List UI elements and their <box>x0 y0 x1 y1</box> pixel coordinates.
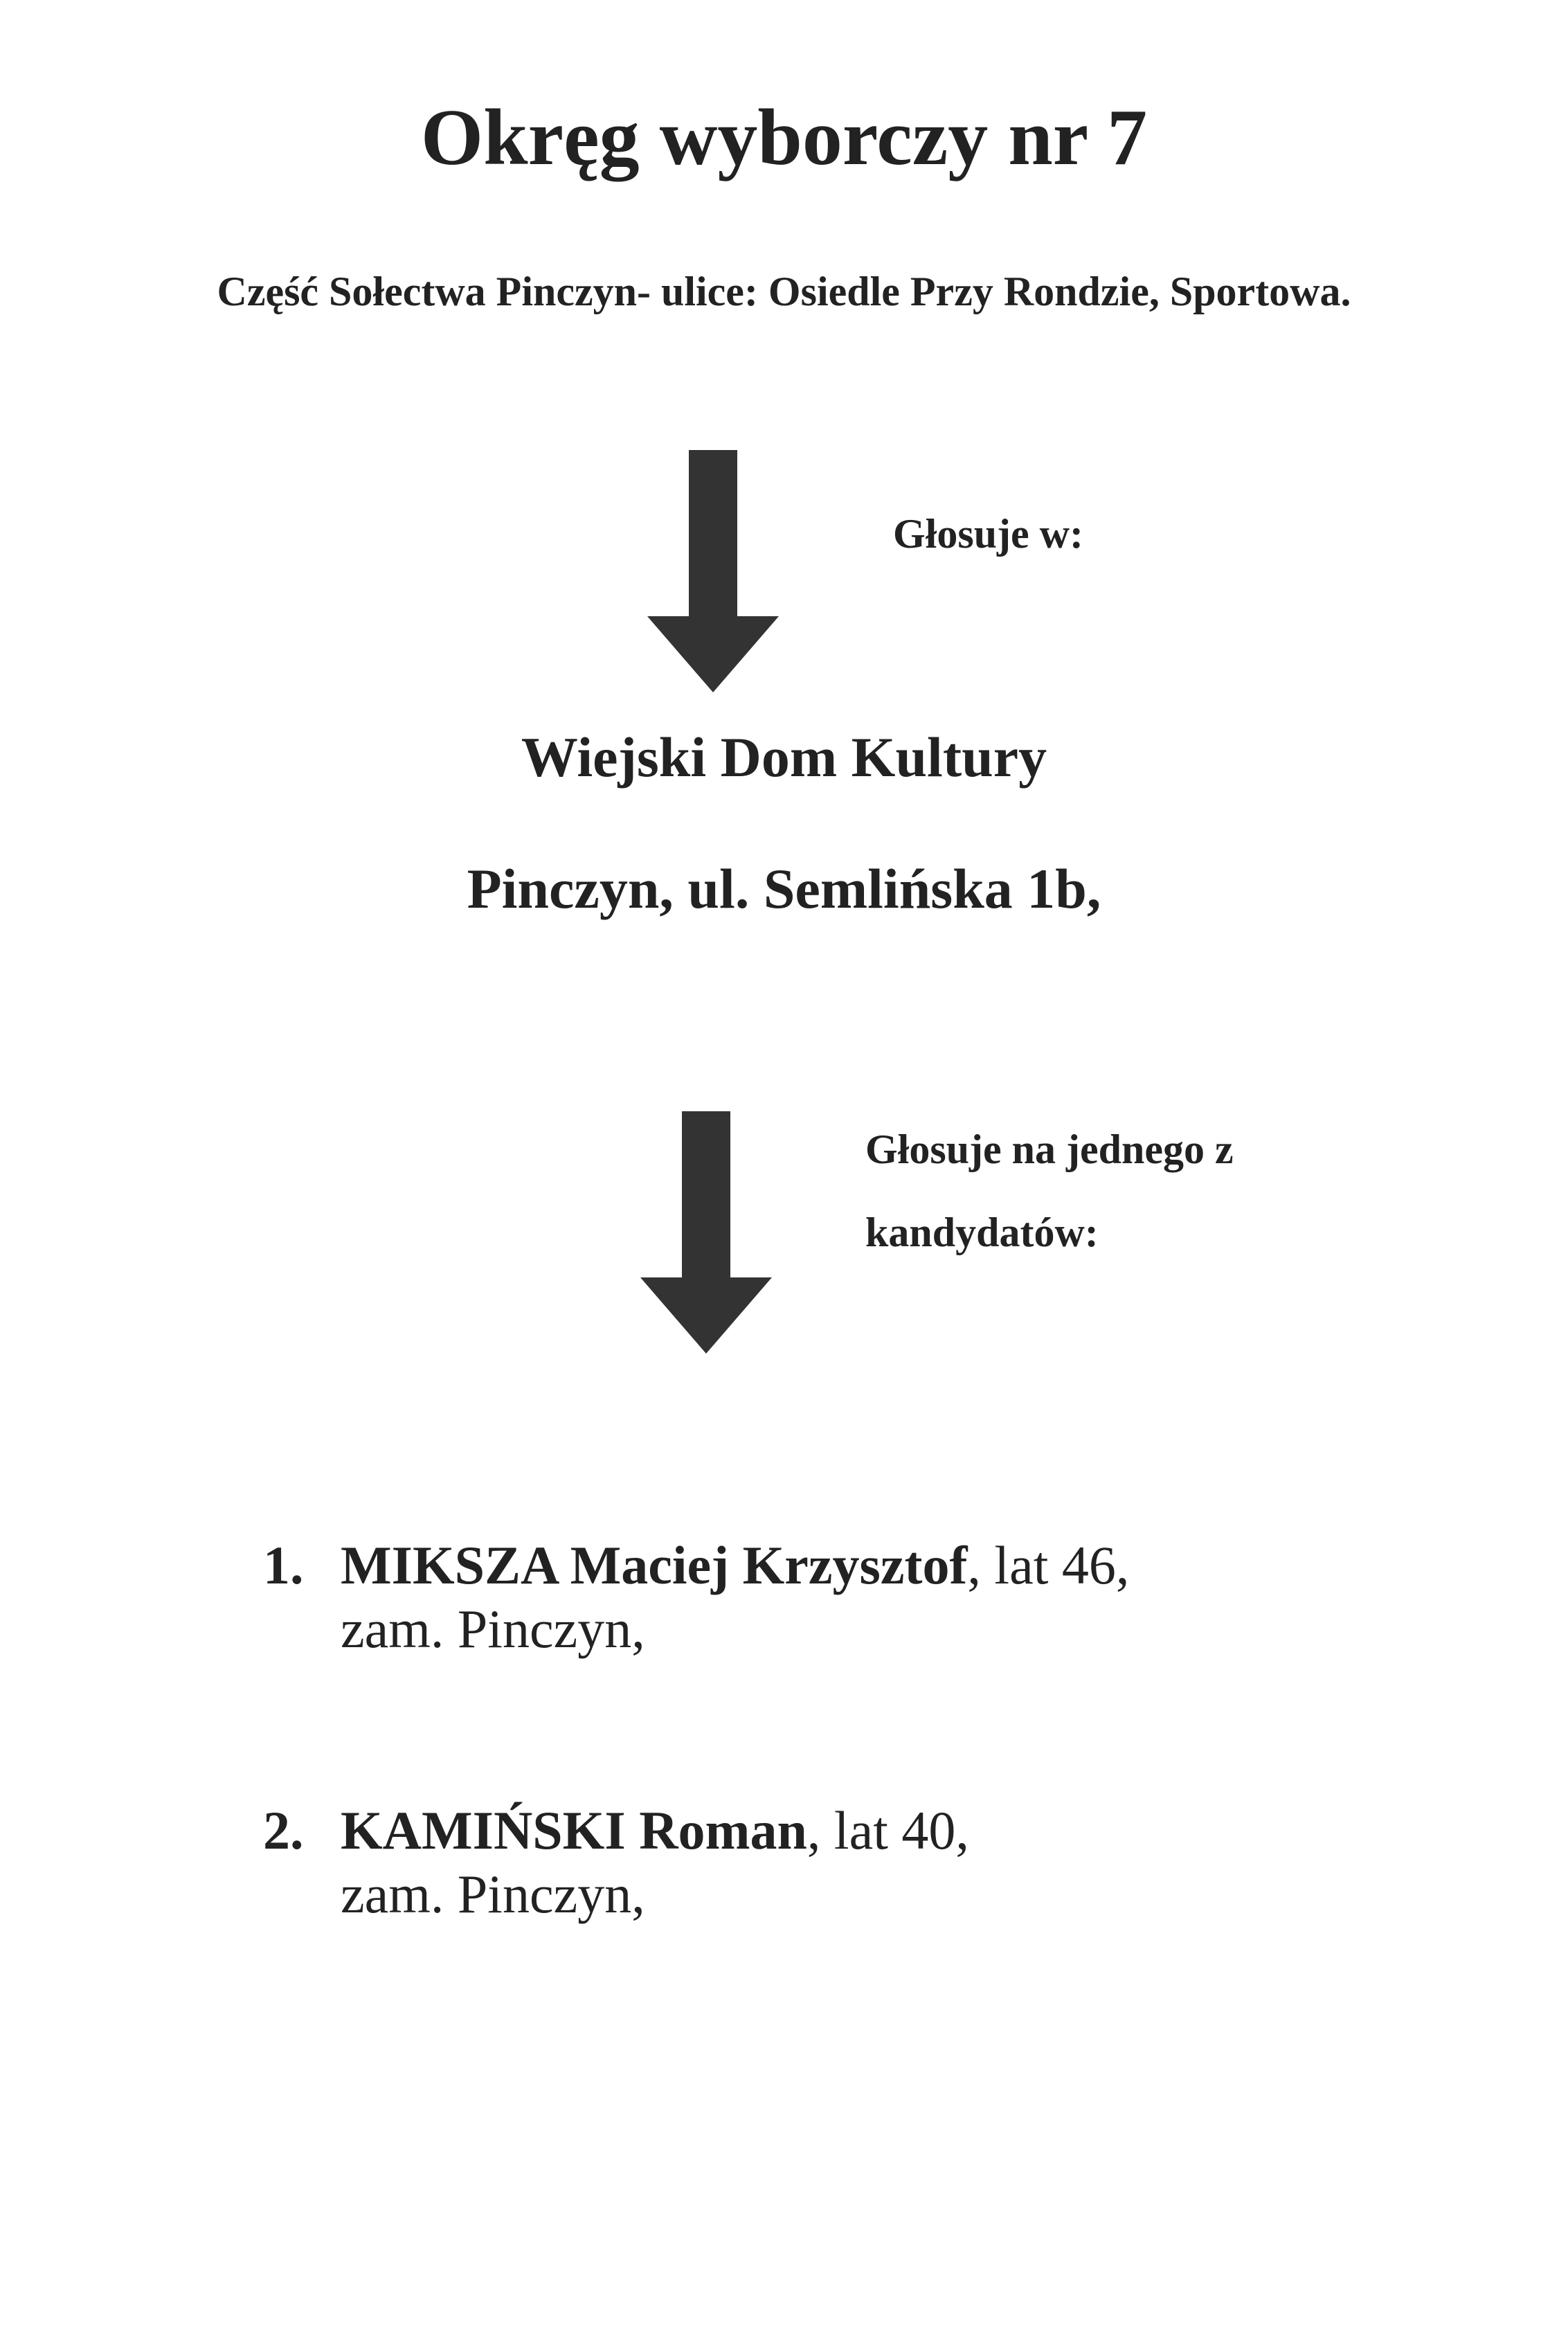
candidate-number: 1. <box>263 1535 304 1595</box>
candidate-residence: zam. Pinczyn, <box>341 1599 645 1659</box>
candidate-item <box>263 1799 1371 1937</box>
candidate-age: , lat 40, <box>806 1800 969 1860</box>
down-arrow-icon <box>640 1111 772 1354</box>
district-subtitle: Część Sołectwa Pinczyn- ulice: Osiedle Przy Rondzie, Sportowa. <box>217 269 1351 314</box>
polling-place-address: Pinczyn, ul. Semlińska 1b, <box>467 857 1101 920</box>
vote-location-label: Głosuje w: <box>893 511 1083 557</box>
polling-place-name: Wiejski Dom Kultury <box>521 726 1047 789</box>
candidate-age: , lat 46, <box>967 1535 1130 1595</box>
candidate-name: MIKSZA Maciej Krzysztof <box>341 1535 968 1595</box>
vote-candidates-label-line2: kandydatów: <box>865 1210 1099 1255</box>
vote-candidates-label-line1: Głosuje na jednego z <box>865 1126 1234 1172</box>
vote-candidates-label <box>865 1108 1234 1274</box>
candidate-name: KAMIŃSKI Roman <box>341 1800 807 1860</box>
candidate-number: 2. <box>263 1800 304 1860</box>
candidate-item <box>263 1534 1371 1672</box>
down-arrow-icon <box>647 450 779 692</box>
candidate-residence: zam. Pinczyn, <box>341 1864 645 1924</box>
page-title: Okręg wyborczy nr 7 <box>420 93 1148 182</box>
